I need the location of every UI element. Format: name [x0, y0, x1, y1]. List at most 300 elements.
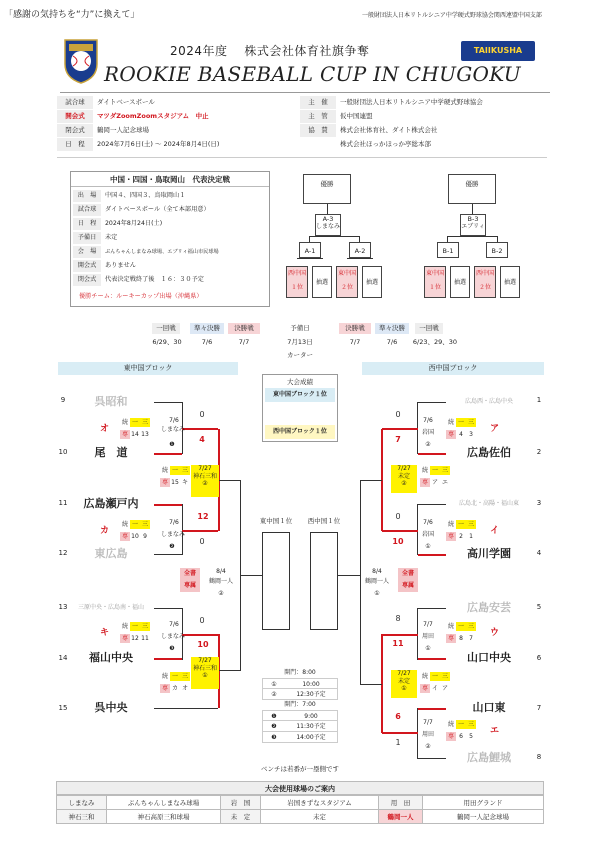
venue-abbr: しまなみ: [57, 796, 107, 810]
venue-name: 用田グランド: [423, 796, 544, 810]
mini-label: 三: [441, 673, 448, 680]
mini-label: 一: [457, 419, 464, 426]
mini-label: 一: [457, 521, 464, 528]
final-label-west: 西中国１位: [307, 517, 341, 525]
schedule-date: 7/6: [386, 338, 398, 346]
score-grid: [446, 622, 476, 631]
detail-value: 代表決定戦終了後 １６：３０予定: [105, 276, 204, 283]
mini-label: 三: [467, 419, 474, 426]
schedule-round: 準々決勝: [190, 323, 224, 334]
final-code: A-3: [322, 215, 334, 223]
time-key: ①: [271, 681, 277, 688]
mini-label: 一: [457, 721, 464, 728]
results-box: [262, 374, 338, 442]
game-number: ②: [425, 441, 431, 448]
team-seed: 2: [536, 448, 542, 456]
schedule-spare-note: カーター: [287, 351, 313, 359]
season-title: 2024年度 株式会社体育社旗争奪: [170, 44, 370, 58]
game-code: キ: [100, 628, 110, 638]
time-key: ❷: [271, 723, 277, 730]
tag: 専属: [401, 582, 414, 589]
mini-value: 14: [131, 431, 139, 438]
mini-value: 15: [171, 479, 179, 486]
detail-value: ありません: [105, 262, 136, 269]
score-grid: [120, 532, 150, 541]
mini-label: 一: [457, 623, 464, 630]
team-seed: 11: [58, 499, 68, 507]
mini-label: 専: [161, 479, 168, 486]
schedule-round: 一回戦: [415, 323, 443, 334]
game-date: 7/27: [198, 465, 212, 472]
semi-box: A-2: [349, 242, 371, 258]
score-grid: [160, 466, 190, 475]
tag: 全書: [183, 570, 196, 577]
schedule-round: 決勝戦: [228, 323, 260, 334]
mini-value: 11: [141, 635, 149, 642]
score: 1: [395, 738, 401, 747]
seed-box: 西中国 １位: [286, 266, 308, 298]
score-grid: [420, 478, 450, 487]
seed-box: 抽選: [500, 266, 520, 298]
venue-name: 未定: [261, 810, 379, 824]
info-key: [300, 138, 336, 151]
venue-abbr: 鶴岡一人: [379, 810, 423, 824]
info-value: 一般財団法人日本リトルシニア中学硬式野球協会: [340, 98, 483, 106]
score-grid: [446, 732, 476, 741]
seed-box: 抽選: [362, 266, 382, 298]
mini-label: 三: [141, 521, 148, 528]
team-seed: 12: [58, 549, 68, 557]
mini-label: 続: [161, 467, 168, 474]
results-west: 西中国ブロック１位: [265, 425, 335, 439]
schedule-date: 7/6: [201, 338, 213, 346]
game-date: 7/27: [397, 465, 411, 472]
time-value: 11:30予定: [296, 723, 326, 730]
results-east: 東中国ブロック１位: [265, 388, 335, 402]
game-date: 7/7: [423, 621, 433, 628]
mini-label: 専: [447, 733, 454, 740]
mini-label: 続: [421, 467, 428, 474]
score-grid: [446, 520, 476, 529]
team-name: 広島佐伯: [467, 446, 511, 459]
info-key: 主 催: [300, 96, 336, 109]
seed-box: 抽選: [312, 266, 332, 298]
qf-box: [391, 465, 417, 493]
venue-name: 神石高原三和球場: [107, 810, 221, 824]
mini-value: 2: [459, 533, 463, 540]
score-grid: [120, 622, 150, 631]
mini-value: 3: [469, 431, 473, 438]
info-value: マツダZoomZoomスタジアム 中止: [97, 112, 209, 120]
game-code: イ: [490, 526, 500, 536]
score: 11: [392, 639, 404, 648]
tournament-title: ROOKIE BASEBALL CUP IN CHUGOKU: [104, 62, 521, 86]
detail-title: 中国・四国・鳥取岡山 代表決定戦: [71, 172, 269, 187]
game-venue: しまなみ: [160, 633, 185, 640]
tag: 全書: [401, 570, 414, 577]
mini-label: 三: [467, 721, 474, 728]
detail-key: 出 場: [73, 190, 101, 202]
team-name: 広島西・広島中央: [464, 398, 513, 405]
info-value: 鶴岡一人記念球場: [97, 126, 149, 134]
mini-label: 一: [431, 467, 438, 474]
detail-key: 閉会式: [73, 274, 101, 286]
info-value: 仮中国連盟: [340, 112, 373, 120]
game-venue: 神石三和: [192, 664, 217, 672]
schedule-date: 7/7: [238, 338, 250, 346]
detail-key: 日 程: [73, 218, 101, 230]
team-name: 呉中央: [94, 701, 128, 714]
game-date: 7/27: [198, 657, 212, 664]
game-date: 7/6: [423, 519, 433, 526]
final-venue: しまなみ: [316, 223, 341, 230]
game-code: エ: [490, 726, 500, 736]
semi-box: B-1: [437, 242, 459, 258]
mini-value: 1: [469, 533, 473, 540]
detail-value: ダイトベースボール（全て本部用意）: [105, 206, 210, 213]
team-name: 東広島: [94, 547, 128, 560]
game-code: カ: [100, 526, 110, 536]
venue-abbr: 岩 国: [221, 796, 261, 810]
seed-box: 西中国 ２位: [474, 266, 496, 298]
score: 0: [395, 512, 401, 521]
schedule-spare: 予備日: [290, 324, 310, 332]
detail-key: 開会式: [73, 260, 101, 272]
slogan: 「感謝の気持ちを“力”に換えて」: [4, 10, 140, 20]
mini-value: 7: [469, 635, 473, 642]
game-date: 7/6: [423, 417, 433, 424]
qf-box: [191, 465, 219, 497]
detail-key: 予備日: [73, 232, 101, 244]
info-divider: [57, 157, 547, 158]
score: 0: [395, 410, 401, 419]
mini-label: 一: [131, 521, 138, 528]
schedule-round: 準々決勝: [375, 323, 409, 334]
mini-label: 続: [447, 623, 454, 630]
team-seed: 6: [536, 654, 542, 662]
detail-key: 会 場: [73, 246, 101, 258]
organizer-label: 一般財団法人日本リトルシニア中学硬式野球協会関西連盟中国支部: [362, 12, 542, 19]
detail-value: ぶんちゃんしまなみ球場、エブリィ福山市民球場: [105, 249, 219, 255]
winner-box: 優勝: [303, 174, 351, 204]
game-date: 7/27: [397, 670, 411, 677]
venue-name: ぶんちゃんしまなみ球場: [107, 796, 221, 810]
mini-label: 一: [171, 673, 178, 680]
team-seed: 8: [536, 753, 542, 761]
mini-label: 一: [131, 623, 138, 630]
venue-name: 鶴岡一人記念球場: [423, 810, 544, 824]
mini-value: エ: [441, 479, 448, 486]
mini-label: 専: [121, 533, 128, 540]
mini-label: 専: [421, 479, 428, 486]
info-key: 試合球: [57, 96, 93, 109]
final-code: B-3: [467, 215, 479, 223]
mini-label: 一: [131, 419, 138, 426]
info-key: 主 管: [300, 110, 336, 123]
game-code: ア: [490, 424, 500, 434]
mini-value: キ: [181, 479, 188, 486]
score-grid: [446, 720, 476, 729]
team-name: 山口中央: [467, 651, 511, 664]
semi-box: A-1: [299, 242, 321, 258]
game-number: ❶: [169, 441, 175, 448]
info-value: 2024年7月6日(土) ～ 2024年8月4日(日): [97, 140, 220, 148]
score: 8: [395, 614, 401, 623]
team-seed: 14: [58, 654, 68, 662]
mini-value: オ: [181, 685, 188, 692]
team-seed: 7: [536, 704, 542, 712]
game-number: ❸: [169, 645, 175, 652]
gate-time: 開門：7:00: [284, 701, 316, 708]
team-name: 高川学園: [467, 547, 511, 560]
final-box: [460, 214, 486, 236]
game-number: ①: [401, 685, 407, 692]
time-table: [262, 668, 338, 743]
game-venue: 鶴岡一人: [364, 578, 389, 585]
team-seed: 10: [58, 448, 68, 456]
mini-label: 専: [421, 685, 428, 692]
mini-label: 専: [447, 635, 454, 642]
score-grid: [420, 672, 450, 681]
team-seed: 4: [536, 549, 542, 557]
info-key: 協 賛: [300, 124, 336, 137]
mini-label: 専: [447, 431, 454, 438]
team-seed: 13: [58, 603, 68, 611]
schedule-date: 6/23、29、30: [412, 338, 458, 346]
team-seed: 9: [60, 396, 66, 404]
venue-abbr: 用 田: [379, 796, 423, 810]
mini-label: 三: [141, 419, 148, 426]
mini-label: 専: [447, 533, 454, 540]
semi-box: B-2: [486, 242, 508, 258]
mini-label: 三: [467, 623, 474, 630]
info-value: 株式会社体育社、ダイト株式会社: [340, 126, 438, 134]
final-box: [315, 214, 341, 236]
gate-time: 開門：8:00: [284, 669, 316, 676]
mini-label: 専: [161, 685, 168, 692]
mini-value: 6: [459, 733, 463, 740]
team-seed: 5: [536, 603, 542, 611]
score-grid: [420, 684, 450, 693]
time-key: ❶: [271, 713, 277, 720]
mini-value: ア: [441, 685, 448, 692]
score: 0: [199, 616, 205, 625]
time-value: 9:00: [304, 713, 318, 720]
game-date: 7/6: [169, 519, 179, 526]
mini-value: 12: [131, 635, 139, 642]
seed-box: 抽選: [450, 266, 470, 298]
venue-title: 大会使用球場のご案内: [56, 781, 544, 795]
team-name: 尾 道: [94, 446, 128, 459]
info-key: 閉会式: [57, 124, 93, 137]
game-venue: 岩国: [421, 429, 434, 436]
team-name: 広島瀬戸内: [83, 497, 139, 510]
mini-value: 4: [459, 431, 463, 438]
info-key: 日 程: [57, 138, 93, 151]
east-block-header: 東中国ブロック: [58, 362, 238, 375]
mini-label: 続: [447, 721, 454, 728]
qf-box: [391, 670, 417, 698]
score-grid: [160, 672, 190, 681]
game-venue: 岩国: [421, 531, 434, 538]
sponsor-logo: TAIIKUSHA: [461, 41, 535, 61]
score: 6: [395, 712, 401, 721]
game-venue: 鶴岡一人: [208, 578, 233, 585]
score-grid: [120, 418, 150, 427]
game-number: ①: [425, 645, 431, 652]
mini-label: 一: [431, 673, 438, 680]
seed-box: 東中国 ２位: [336, 266, 358, 298]
west-block-header: 西中国ブロック: [362, 362, 544, 375]
final-venue: エブリィ: [461, 223, 485, 230]
mini-label: 三: [441, 467, 448, 474]
mini-label: 続: [447, 521, 454, 528]
mini-value: 9: [143, 533, 147, 540]
game-number: ②: [218, 590, 224, 597]
detail-value: 中国４、四国３、鳥取岡山１: [105, 192, 186, 199]
mini-label: 三: [141, 623, 148, 630]
score: 12: [197, 512, 209, 521]
score-grid: [120, 634, 150, 643]
team-seed: 1: [536, 396, 542, 404]
league-emblem-icon: [62, 36, 100, 84]
team-name: 広島鯉城: [467, 751, 511, 764]
game-date: 7/6: [169, 621, 179, 628]
game-venue: 用田: [421, 633, 434, 640]
mini-value: 13: [141, 431, 149, 438]
time-key: ❸: [271, 734, 277, 741]
mini-label: 続: [421, 673, 428, 680]
score: 7: [395, 435, 401, 444]
final-slot-east: [262, 532, 290, 630]
time-value: 12:30予定: [296, 691, 326, 698]
bench-note: ベンチは若番が一塁側です: [261, 765, 339, 773]
game-number: ①: [374, 590, 380, 597]
venue-name: 岩国きずなスタジアム: [261, 796, 379, 810]
game-date: 8/4: [372, 568, 382, 575]
team-seed: 15: [58, 704, 68, 712]
mini-value: イ: [431, 685, 438, 692]
semi-tags: [398, 568, 418, 592]
schedule-date: 6/29、30: [152, 338, 182, 346]
score-grid: [446, 634, 476, 643]
score-grid: [120, 520, 150, 529]
score: 4: [199, 435, 205, 444]
tag: 専属: [183, 582, 196, 589]
venue-table: [56, 781, 544, 824]
semi-tags: [180, 568, 200, 592]
game-venue: 神石三和: [192, 472, 217, 480]
winner-box: 優勝: [448, 174, 496, 204]
team-name: 広島安芸: [467, 601, 511, 614]
team-name: 広島北・高陽・福山東: [458, 500, 519, 507]
mini-label: 続: [161, 673, 168, 680]
mini-value: 5: [469, 733, 473, 740]
time-key: ②: [271, 691, 277, 698]
mini-label: 続: [121, 521, 128, 528]
mini-label: 専: [121, 431, 128, 438]
game-number: ②: [425, 743, 431, 750]
schedule-date: 7/7: [349, 338, 361, 346]
score: 0: [199, 537, 205, 546]
team-name: 三原中央・広島南・福山: [77, 604, 144, 611]
final-label-east: 東中国１位: [259, 517, 293, 525]
venue-abbr: 未 定: [221, 810, 261, 824]
info-value: 株式会社ほっかほっか亭総本部: [340, 140, 431, 148]
game-venue: 用田: [421, 731, 434, 738]
mini-label: 三: [181, 673, 188, 680]
game-date: 7/6: [169, 417, 179, 424]
team-name: 呉昭和: [94, 395, 128, 408]
score-grid: [446, 430, 476, 439]
mini-label: 続: [121, 419, 128, 426]
team-name: 山口東: [472, 701, 506, 714]
game-number: ❷: [169, 543, 175, 550]
mini-value: 10: [131, 533, 139, 540]
mini-value: 8: [459, 635, 463, 642]
game-venue: 未定: [397, 472, 410, 480]
mini-label: 続: [121, 623, 128, 630]
info-value: ダイトベースボール: [97, 98, 155, 106]
mini-value: カ: [171, 685, 178, 692]
game-venue: 未定: [397, 677, 410, 685]
score-grid: [120, 430, 150, 439]
detail-value: 未定: [105, 234, 118, 241]
playoff-detail-box: [70, 171, 270, 307]
mini-label: 一: [171, 467, 178, 474]
game-date: 8/4: [216, 568, 226, 575]
info-key: 開会式: [57, 110, 93, 123]
mini-label: 三: [181, 467, 188, 474]
schedule-round: 一回戦: [152, 323, 180, 334]
detail-value: 2024年8月24日(土): [105, 220, 163, 227]
time-value: 10:00: [302, 681, 320, 688]
score-grid: [446, 532, 476, 541]
game-venue: しまなみ: [160, 531, 185, 538]
mini-label: 三: [467, 521, 474, 528]
team-name: 福山中央: [89, 651, 133, 664]
score-grid: [446, 418, 476, 427]
game-date: 7/7: [423, 719, 433, 726]
mini-value: ア: [431, 479, 438, 486]
score: 10: [197, 640, 209, 649]
game-number: ②: [401, 480, 407, 487]
mini-label: 続: [447, 419, 454, 426]
detail-key: 試合球: [73, 204, 101, 216]
header-divider: [60, 92, 550, 93]
team-seed: 3: [536, 499, 542, 507]
schedule-spare-date: 7月13日: [287, 338, 313, 346]
qf-box: [191, 657, 219, 689]
game-number: ②: [202, 480, 208, 487]
time-value: 14:00予定: [296, 734, 326, 741]
score: 0: [199, 410, 205, 419]
detail-note: 優勝チーム：ルーキーカップ出場（沖縄県）: [79, 293, 203, 300]
game-number: ①: [202, 672, 208, 679]
score-grid: [160, 684, 190, 693]
venue-abbr: 神石三和: [57, 810, 107, 824]
score-grid: [160, 478, 190, 487]
schedule-round: 決勝戦: [339, 323, 371, 334]
score: 10: [392, 537, 404, 546]
game-code: ウ: [490, 628, 500, 638]
score-grid: [420, 466, 450, 475]
game-venue: しまなみ: [160, 426, 185, 433]
game-number: ①: [425, 543, 431, 550]
seed-box: 東中国 １位: [424, 266, 446, 298]
final-slot-west: [310, 532, 338, 630]
game-code: オ: [100, 424, 110, 434]
